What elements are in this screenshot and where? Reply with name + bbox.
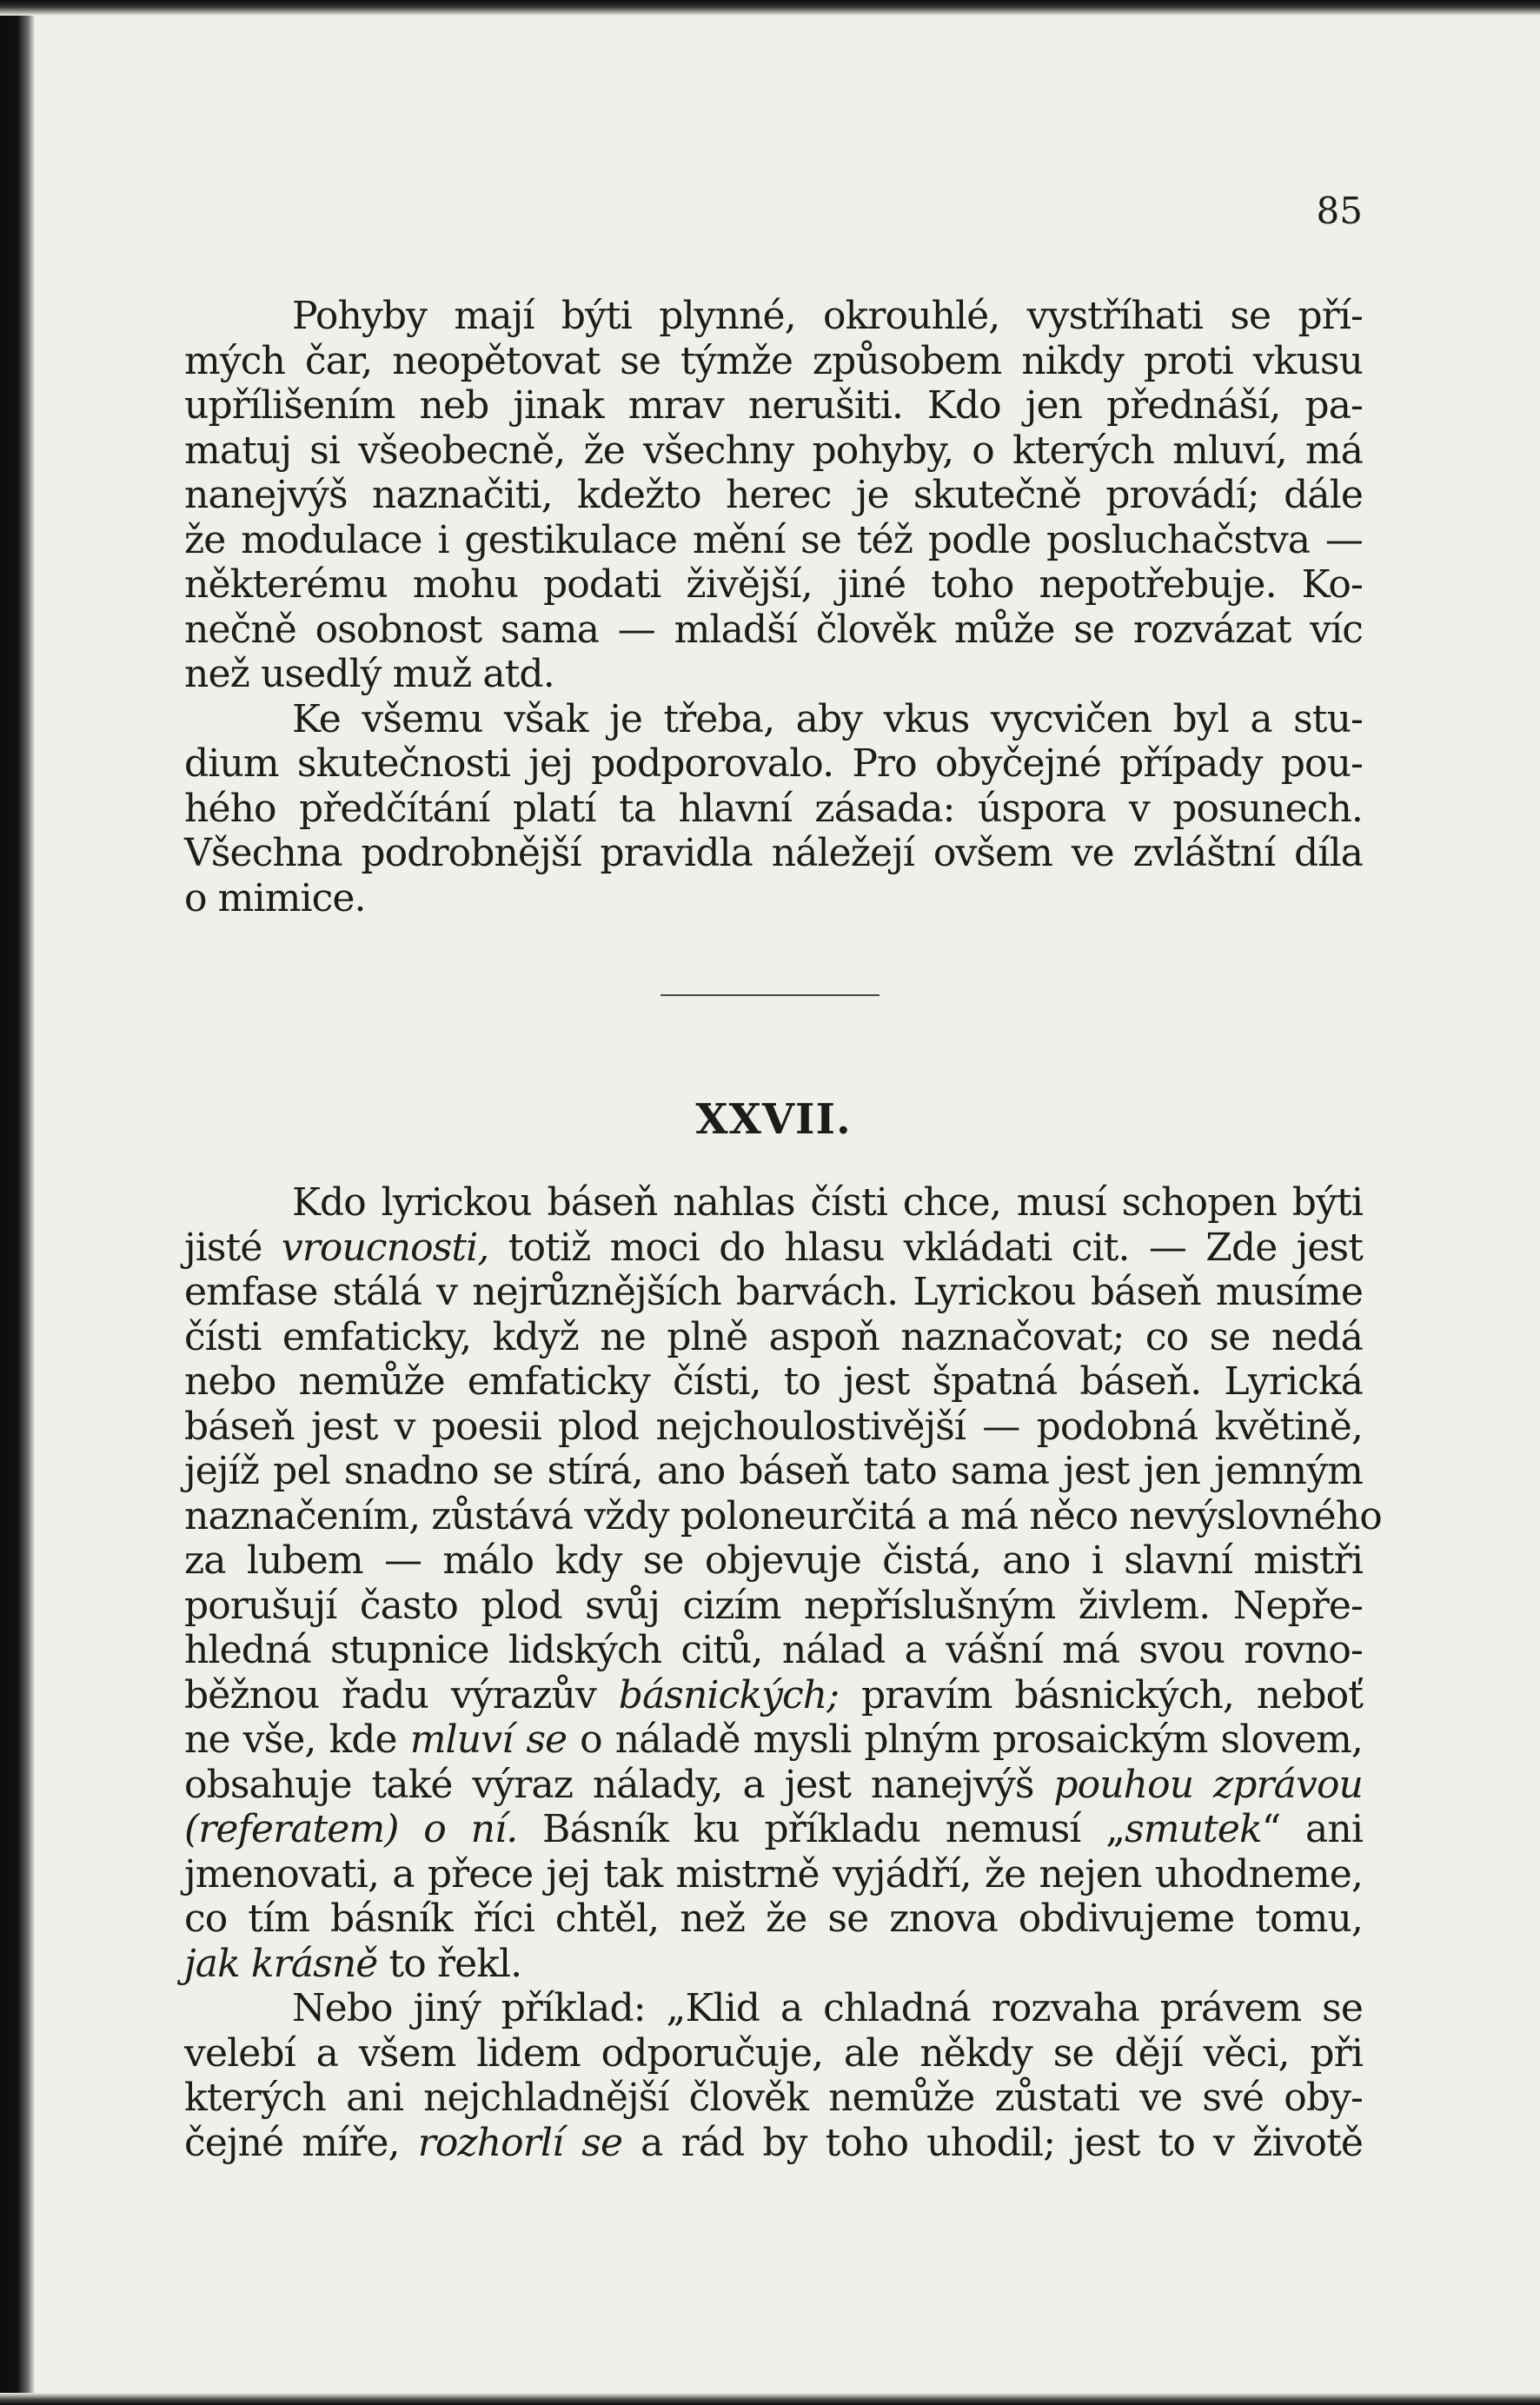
text-line bbox=[184, 2031, 1363, 2076]
text-run: čejné míře, bbox=[184, 2120, 418, 2165]
text-run: emfase stálá v nejrůznějších barvách. Lyrickou báseň musíme bbox=[184, 1270, 1363, 1314]
text-run: běžnou řadu výrazův bbox=[184, 1672, 619, 1717]
text-line bbox=[184, 1538, 1363, 1584]
text-line: upřílišením neb jinak mrav nerušiti. Kdo jen přednáší, pa- bbox=[184, 383, 1363, 428]
text-line bbox=[184, 2076, 1363, 2121]
text-run: kterých ani nejchladnější člověk nemůže zůstati ve své oby- bbox=[184, 2076, 1363, 2120]
text-line: dium skutečnosti jej podporovalo. Pro obyčejné případy pou- bbox=[184, 741, 1363, 786]
text-line: o mimice. bbox=[184, 875, 366, 920]
text-run: porušují často plod svůj cizím nepříslušným živlem. Nepře- bbox=[184, 1583, 1363, 1628]
text-run: velebí a všem lidem odporučuje, ale někdy se dějí věci, při bbox=[184, 2030, 1363, 2076]
text-run: jejíž pel snadno se stírá, ano báseň tato sama jest jen jemným bbox=[184, 1449, 1363, 1493]
italic-emphasis: (referatem) o ní. bbox=[184, 1807, 518, 1851]
text-run: pravím básnických, neboť bbox=[839, 1672, 1364, 1717]
italic-emphasis: básnických; bbox=[618, 1672, 840, 1717]
text-run: čísti emfaticky, když ne plně aspoň naznačovat; co se nedá bbox=[184, 1314, 1363, 1359]
text-line: některému mohu podati živější, jiné toho nepotřebuje. Ko- bbox=[184, 562, 1363, 607]
text-run: jmenovati, a přece jej tak mistrně vyjádří, že nejen uhodneme, bbox=[184, 1851, 1363, 1897]
italic-emphasis: pouhou zprávou bbox=[1053, 1762, 1363, 1807]
page-number: 85 bbox=[1316, 189, 1363, 232]
text-run: báseň jest v poesii plod nejchoulostivější — podobná květině, bbox=[184, 1404, 1363, 1449]
text-run: co tím básník říci chtěl, než že se znova obdivujeme tomu, bbox=[184, 1897, 1363, 1941]
text-line: že modulace i gestikulace mění se též podle posluchačstva — bbox=[184, 517, 1363, 562]
text-run: a rád by toho uhodil; jest to v životě bbox=[622, 2120, 1364, 2165]
italic-emphasis: mluví se bbox=[409, 1717, 568, 1762]
text-line: hého předčítání platí ta hlavní zásada: úspora v posunech. bbox=[184, 786, 1363, 831]
text-line bbox=[184, 1986, 1363, 2031]
text-line: nečně osobnost sama — mladší člověk může se rozvázat víc bbox=[184, 607, 1363, 652]
text-run: ne vše, kde bbox=[184, 1717, 410, 1762]
text-line bbox=[184, 1942, 1363, 1987]
text-section-bottom bbox=[184, 1180, 1382, 2165]
text-line bbox=[184, 1493, 1382, 1539]
text-line bbox=[184, 1852, 1363, 1897]
text-line bbox=[184, 1226, 1363, 1271]
text-line: matuj si všeobecně, že všechny pohyby, o kterých mluví, má bbox=[184, 428, 1363, 473]
text-line bbox=[184, 1449, 1363, 1494]
text-line bbox=[184, 1628, 1363, 1673]
text-line bbox=[184, 1584, 1363, 1629]
italic-emphasis: rozhorlí se bbox=[417, 2120, 623, 2165]
text-run: jisté bbox=[184, 1225, 282, 1270]
text-run: to řekl. bbox=[377, 1941, 522, 1986]
text-line bbox=[184, 1717, 1363, 1763]
text-run: o náladě mysli plným prosaickým slovem, bbox=[567, 1717, 1363, 1762]
italic-emphasis: smutek bbox=[1125, 1807, 1262, 1851]
italic-emphasis: jak krásně bbox=[184, 1941, 378, 1986]
text-line bbox=[184, 1180, 1363, 1226]
text-line bbox=[184, 1897, 1363, 1942]
text-line: mých čar, neopětovat se týmže způsobem nikdy proti vkusu bbox=[184, 338, 1363, 383]
text-run: Kdo lyrickou báseň nahlas čísti chce, musí schopen býti bbox=[292, 1180, 1363, 1225]
italic-emphasis: vroucnosti, bbox=[281, 1225, 489, 1270]
text-run: hledná stupnice lidských citů, nálad a vášní má svou rovno- bbox=[184, 1628, 1363, 1672]
text-section-top bbox=[184, 294, 1363, 920]
text-line bbox=[184, 1807, 1363, 1852]
text-run: za lubem — málo kdy se objevuje čistá, ano i slavní mistři bbox=[184, 1538, 1363, 1583]
text-run: Nebo jiný příklad: „Klid a chladná rozvaha právem se bbox=[292, 1986, 1363, 2030]
section-divider bbox=[660, 994, 880, 996]
scan-edge-shadow-bottom bbox=[0, 2393, 1540, 2405]
text-line: nanejvýš naznačiti, kdežto herec je skutečně provádí; dále bbox=[184, 473, 1363, 517]
text-line: Všechna podrobnější pravidla náležejí ovšem ve zvláštní díla bbox=[184, 831, 1363, 875]
chapter-heading: XXVII. bbox=[695, 1095, 852, 1144]
scan-edge-shadow-left bbox=[0, 0, 35, 2405]
text-line bbox=[184, 1315, 1363, 1360]
text-line bbox=[184, 1359, 1363, 1405]
text-run: Básník ku příkladu nemusí „ bbox=[517, 1807, 1125, 1851]
text-run: obsahuje také výraz nálady, a jest nanejvýš bbox=[184, 1762, 1054, 1807]
text-run: “ ani bbox=[1261, 1807, 1364, 1851]
scan-edge-shadow-top bbox=[0, 0, 1540, 16]
text-line bbox=[184, 1405, 1363, 1450]
text-line bbox=[184, 1763, 1363, 1808]
text-line: Pohyby mají býti plynné, okrouhlé, vystříhati se pří- bbox=[292, 294, 1363, 338]
text-line bbox=[184, 2121, 1363, 2166]
text-line: než usedlý muž atd. bbox=[184, 652, 554, 696]
text-line bbox=[184, 1270, 1363, 1315]
text-run: naznačením, zůstává vždy poloneurčitá a má něco nevýslovného bbox=[184, 1493, 1382, 1538]
text-line bbox=[184, 1673, 1363, 1718]
text-run: totiž moci do hlasu vkládati cit. — Zde jest bbox=[488, 1225, 1363, 1270]
text-line: Ke všemu však je třeba, aby vkus vycvičen byl a stu- bbox=[292, 696, 1363, 741]
text-run: nebo nemůže emfaticky čísti, to jest špatná báseň. Lyrická bbox=[184, 1359, 1363, 1404]
